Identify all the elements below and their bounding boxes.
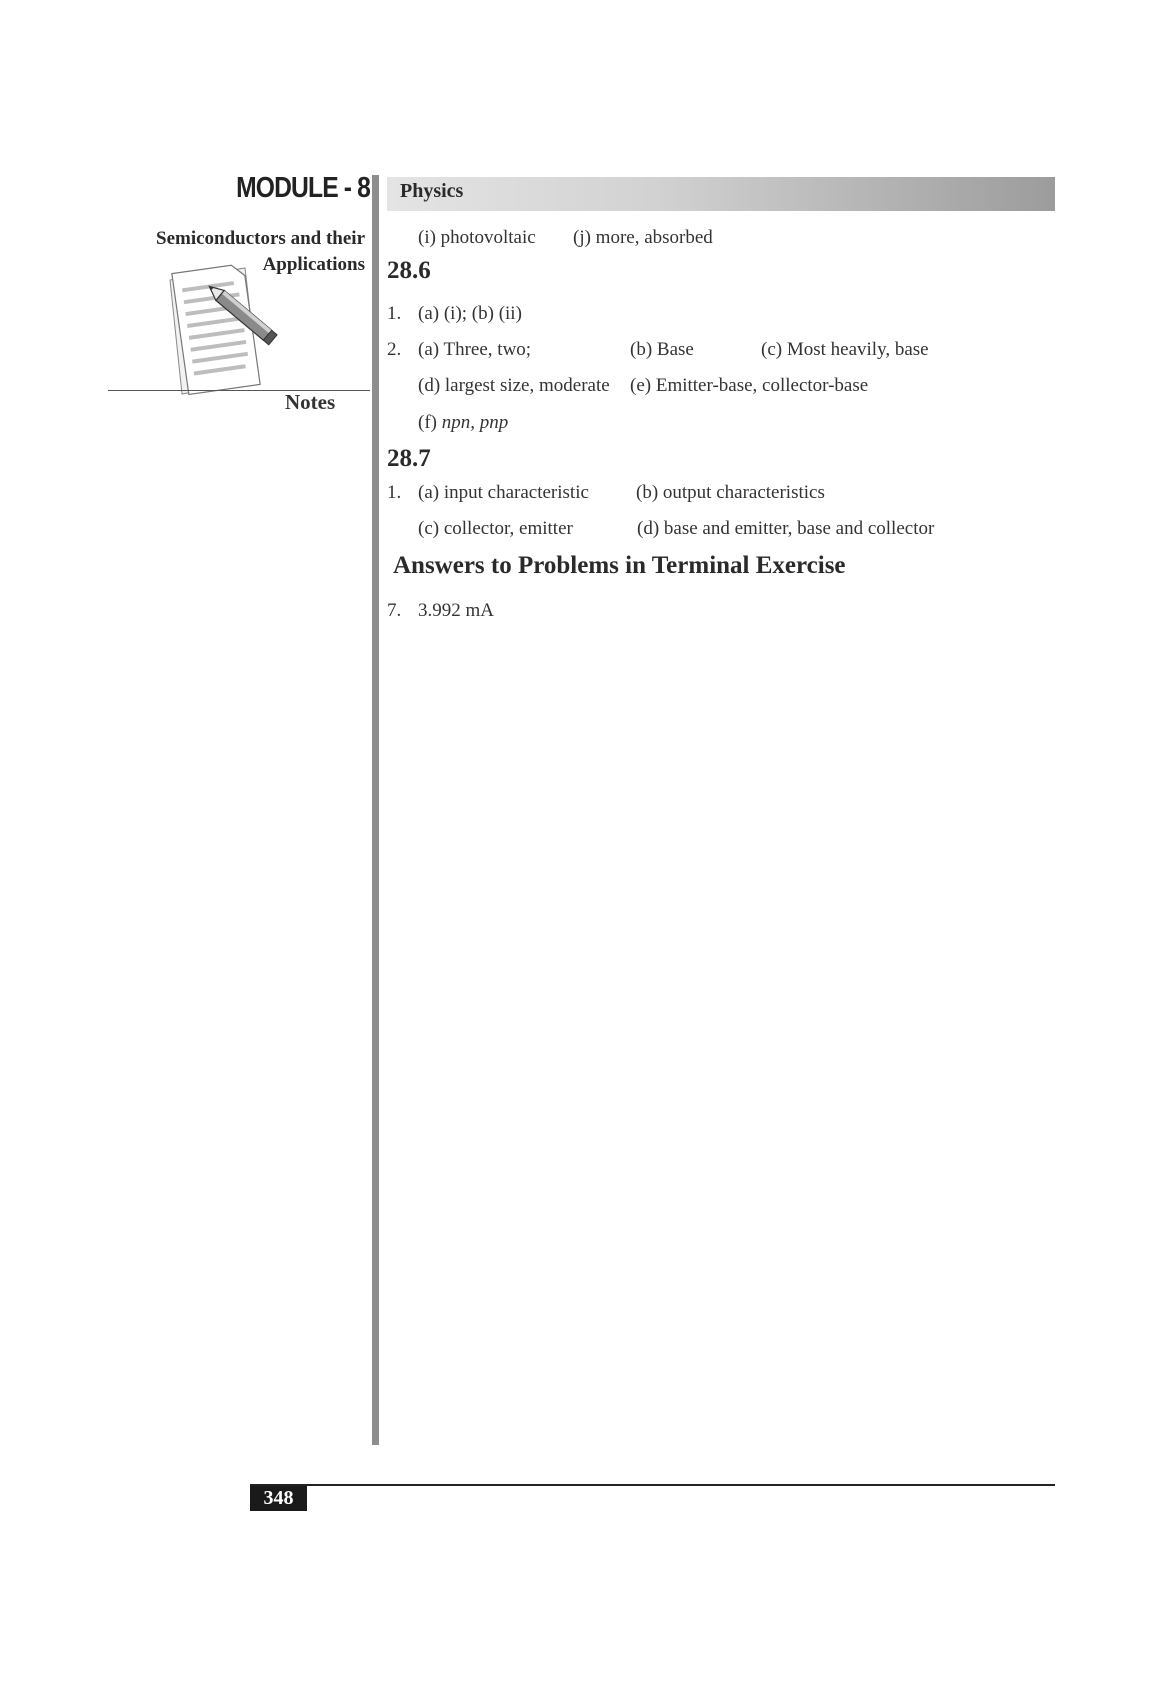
question-number: 2. — [387, 339, 402, 360]
section-heading-28-7: 28.7 — [387, 445, 431, 472]
question-number: 7. — [387, 600, 402, 621]
header-bar — [387, 177, 1055, 211]
answer-28-7-q1-d: (d) base and emitter, base and collector — [637, 518, 935, 539]
chapter-subtitle-line1: Semiconductors and their — [156, 228, 365, 249]
answer-28-6-q2-a: (a) Three, two; — [418, 339, 532, 360]
question-number: 1. — [387, 482, 402, 503]
answer-28-7-q1-c: (c) collector, emitter — [418, 518, 573, 539]
notes-pencil-icon — [140, 262, 290, 402]
question-number: 1. — [387, 303, 402, 324]
answer-28-6-q2-f — [418, 412, 508, 434]
subject-title: Physics — [400, 180, 464, 202]
answer-28-6-q1: (a) (i); (b) (ii) — [418, 303, 522, 324]
answer-problem-7: 3.992 mA — [418, 600, 494, 621]
answer-f-value: npn, pnp — [441, 412, 509, 433]
vertical-divider — [372, 175, 379, 1445]
answer-28-7-q1-b: (b) output characteristics — [636, 482, 825, 503]
section-heading-28-6: 28.6 — [387, 257, 431, 284]
notes-label: Notes — [285, 390, 336, 414]
answer-j: (j) more, absorbed — [573, 227, 713, 248]
answer-28-6-q2-b: (b) Base — [630, 339, 694, 360]
answer-28-6-q2-d: (d) largest size, moderate — [418, 375, 610, 396]
page-number: 348 — [250, 1486, 307, 1511]
footer-rule — [250, 1484, 1055, 1486]
module-label: MODULE - 8 — [236, 172, 370, 204]
answer-28-7-q1-a: (a) input characteristic — [418, 482, 589, 503]
answer-i: (i) photovoltaic — [418, 227, 536, 248]
answer-28-6-q2-c: (c) Most heavily, base — [761, 339, 929, 360]
chapter-subtitle-line2: Applications — [262, 254, 365, 275]
answer-f-label: (f) — [418, 412, 437, 433]
answer-28-6-q2-e: (e) Emitter-base, collector-base — [630, 375, 869, 396]
answers-heading: Answers to Problems in Terminal Exercise — [393, 552, 846, 579]
